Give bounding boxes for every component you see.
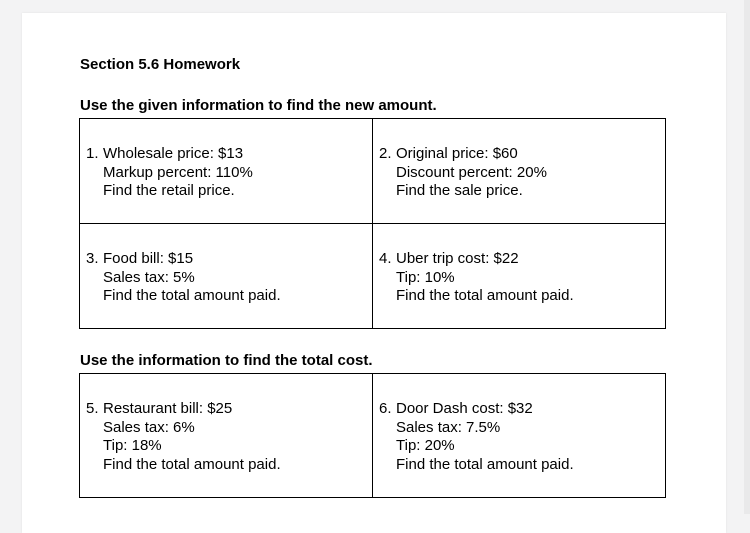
- problem-line: Door Dash cost: $32: [396, 400, 533, 417]
- problem-number: 4.: [379, 250, 392, 267]
- problem-cell-1: [80, 119, 373, 224]
- problems-table-2: [79, 373, 666, 498]
- section-1-instruction: Use the given information to find the new amount.: [80, 97, 437, 114]
- section-2-instruction: Use the information to find the total cost.: [80, 352, 373, 369]
- table-row: [80, 119, 666, 224]
- window-edge: [744, 0, 750, 514]
- problem-line: Wholesale price: $13: [103, 145, 244, 162]
- problem-line: Tip: 20%: [396, 437, 455, 454]
- problem-line: Find the total amount paid.: [396, 287, 574, 304]
- problem-line: Restaurant bill: $25: [103, 400, 233, 417]
- problem-line: Find the total amount paid.: [103, 287, 281, 304]
- problem-line: Markup percent: 110%: [103, 163, 253, 181]
- problem-line: Find the retail price.: [103, 182, 235, 199]
- problem-cell-6: [373, 374, 666, 498]
- problem-line: Sales tax: 6%: [103, 418, 195, 436]
- problem-line: Find the total amount paid.: [103, 455, 281, 473]
- problem-number: 5.: [86, 400, 99, 417]
- table-row: [80, 374, 666, 498]
- problem-cell-2: [373, 119, 666, 224]
- table-row: [80, 224, 666, 329]
- problem-line: Original price: $60: [396, 145, 518, 162]
- problem-line: Find the total amount paid.: [396, 455, 574, 473]
- problem-line: Food bill: $15: [103, 250, 194, 267]
- problems-table-1: [79, 118, 666, 329]
- problem-line: Tip: 10%: [396, 268, 455, 286]
- problem-line: Sales tax: 7.5%: [396, 418, 501, 436]
- problem-cell-4: [373, 224, 666, 329]
- problem-number: 1.: [86, 145, 99, 162]
- problem-number: 6.: [379, 400, 392, 417]
- problem-line: Uber trip cost: $22: [396, 250, 519, 267]
- problem-line: Discount percent: 20%: [396, 163, 547, 181]
- problem-number: 3.: [86, 250, 99, 267]
- problem-line: Tip: 18%: [103, 437, 162, 454]
- problem-cell-3: [80, 224, 373, 329]
- page-title: Section 5.6 Homework: [80, 56, 241, 73]
- problem-number: 2.: [379, 145, 392, 162]
- problem-line: Find the sale price.: [396, 182, 523, 199]
- problem-line: Sales tax: 5%: [103, 268, 195, 286]
- problem-cell-5: [80, 374, 373, 498]
